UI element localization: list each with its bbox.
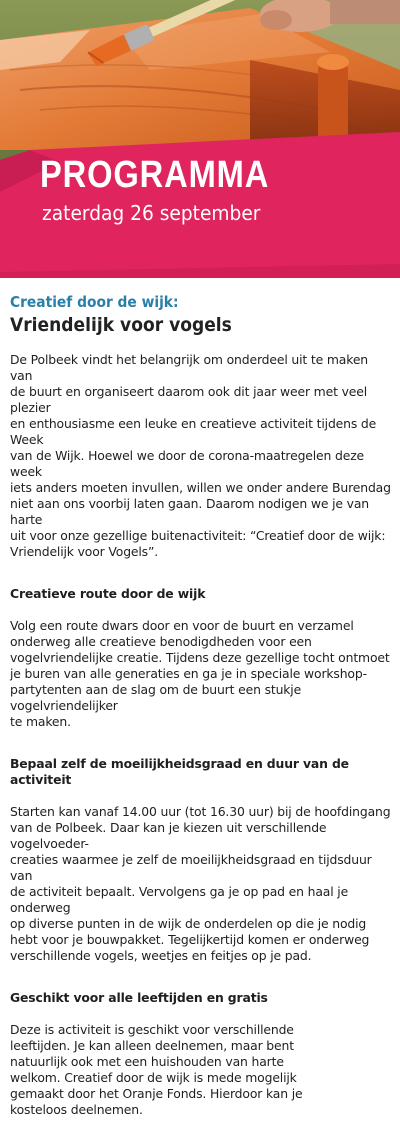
section-body: Starten kan vanaf 14.00 uur (tot 16.30 uur) bij de hoofdingang van de Polbeek. Daar kan je kiezen uit verschillende vogelvoeder- creaties waarmee je zelf de moeilijkheidsgraad en tijdsduur van de activiteit bepaalt. Vervolgens ga je op pad en haal je onderweg op diverse punten in de wijk de onderdelen op die je nodig hebt voor je bouwpakket. Tegelijkertijd komen er onderweg verschillende vogels, weetjes en feitjes op je pad. [10, 804, 391, 963]
article [10, 292, 394, 1128]
section-body: Deze is activiteit is geschikt voor verschillende leeftijden. Je kan alleen deelnemen, maar bent natuurlijk ook met een huishouden van harte welkom. Creatief door de wijk is mede mogelijk gemaakt door het Oranje Fonds. Hierdoor kan je kosteloos deelnemen. [10, 1022, 303, 1117]
section-difficulty [10, 740, 394, 964]
section-heading: Geschikt voor alle leeftijden en gratis [10, 990, 268, 1005]
section-heading: Bepaal zelf de moeilijkheidsgraad en duur van de activiteit [10, 756, 349, 787]
section-route [10, 570, 394, 730]
event-date: zaterdag 26 september [42, 201, 261, 225]
section-ages [10, 974, 394, 1118]
section-body: Volg een route dwars door en voor de buurt en verzamel onderweg alle creatieve benodigdheden voor een vogelvriendelijke creatie. Tijdens deze gezellige tocht ontmoet je buren van alle generaties en ga je in speciale workshop- partytenten aan de slag om de buurt een stukje vogelvriendelijker te maken. [10, 618, 390, 729]
article-kicker: Creatief door de wijk: [10, 293, 179, 311]
program-title: PROGRAMMA [40, 154, 270, 196]
intro-paragraph: De Polbeek vindt het belangrijk om onderdeel uit te maken van de buurt en organiseert daarom ook dit jaar weer met veel plezier en enthousiasme een leuke en creatieve activiteit tijdens de Week van de Wijk. Hoewel we door de corona-maatregelen deze week iets anders moeten invullen, willen we onder andere Burendag niet aan ons voorbij laten gaan. Daarom nodigen we je van harte uit voor onze gezellige buitenactiviteit: “Creatief door de wijk: Vriendelijk voor Vogels”. [10, 352, 391, 559]
article-headline: Vriendelijk voor vogels [10, 314, 232, 336]
section-heading: Creatieve route door de wijk [10, 586, 206, 601]
